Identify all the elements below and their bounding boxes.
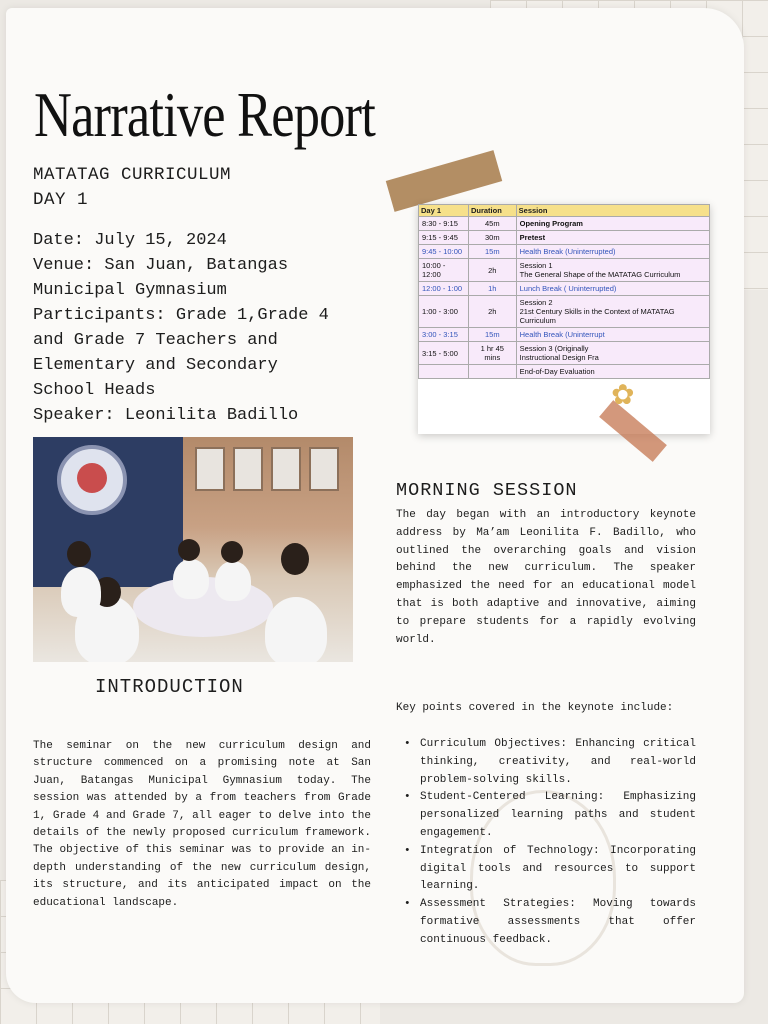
school-emblem-icon (57, 445, 127, 515)
photo-person (265, 597, 327, 662)
photo-window (195, 447, 225, 491)
introduction-heading: INTRODUCTION (95, 676, 244, 698)
schedule-session (516, 342, 709, 365)
schedule-row (419, 282, 710, 296)
schedule-session (516, 259, 709, 282)
schedule-header-duration: Duration (468, 205, 516, 217)
photo-person (215, 561, 251, 601)
schedule-row (419, 296, 710, 328)
schedule-duration: 1 hr 45 mins (468, 342, 516, 365)
schedule-session (516, 217, 709, 231)
key-points-intro: Key points covered in the keynote include: (396, 702, 674, 714)
schedule-duration: 30m (468, 231, 516, 245)
morning-session-heading: MORNING SESSION (396, 480, 578, 501)
schedule-duration: 15m (468, 328, 516, 342)
key-point: • Student-Centered Learning: Emphasizing personalized learning paths and student engagement. (396, 789, 696, 842)
schedule-session: End-of-Day Evaluation (516, 365, 709, 379)
participants-line: Participants: Grade 1,Grade 4 (33, 306, 329, 325)
session-detail: 21st Century Skills in the Context of MATATAG Curriculum (519, 307, 675, 325)
schedule-row (419, 245, 710, 259)
session-title: Session 2 (519, 298, 553, 307)
participants-line-3: Elementary and Secondary (33, 356, 278, 375)
venue-line: Venue: San Juan, Batangas (33, 256, 289, 275)
schedule-time: 3:15 - 5:00 (419, 342, 469, 365)
key-point: • Assessment Strategies: Moving towards formative assessments that offer continuous feedback. (396, 896, 696, 949)
key-points-list (396, 736, 696, 950)
photo-person (173, 559, 209, 599)
schedule-row (419, 259, 710, 282)
schedule-row (419, 231, 710, 245)
schedule-duration: 15m (468, 245, 516, 259)
photo-window (271, 447, 301, 491)
schedule-session (516, 296, 709, 328)
participants-line-2: and Grade 7 Teachers and (33, 331, 278, 350)
schedule-session: Health Break (Uninterrupt (516, 328, 709, 342)
photo-person-head (178, 539, 200, 561)
photo-window (309, 447, 339, 491)
schedule-time: 9:45 - 10:00 (419, 245, 469, 259)
session-title: Session 1 (519, 261, 553, 270)
schedule-header-day: Day 1 (419, 205, 469, 217)
dried-flower-icon: ✿ (612, 374, 634, 415)
speaker-line: Speaker: Leonilita Badillo (33, 406, 299, 425)
schedule-header-session: Session (516, 205, 709, 217)
schedule-time: 8:30 - 9:15 (419, 217, 469, 231)
session-title: Opening Program (519, 219, 583, 228)
session-detail: Instructional Design Fra (519, 353, 599, 362)
key-point: • Integration of Technology: Incorporating digital tools and resources to support learning. (396, 843, 696, 896)
schedule-time: 12:00 - 1:00 (419, 282, 469, 296)
photo-person (61, 567, 101, 617)
day-label: DAY 1 (33, 190, 89, 210)
schedule-duration: 1h (468, 282, 516, 296)
schedule-row (419, 217, 710, 231)
key-point: • Curriculum Objectives: Enhancing critical thinking, creativity, and real-world problem-solving skills. (396, 736, 696, 789)
schedule-duration: 45m (468, 217, 516, 231)
photo-person-head (281, 543, 309, 575)
event-details (33, 228, 383, 428)
curriculum-name: MATATAG CURRICULUM (33, 165, 232, 185)
venue-line-2: Municipal Gymnasium (33, 281, 227, 300)
schedule-table (418, 204, 710, 434)
schedule-duration: 2h (468, 259, 516, 282)
schedule-time: 10:00 - 12:00 (419, 259, 469, 282)
morning-session-body: The day began with an introductory keynote address by Ma’am Leonilita F. Badillo, who outlined the overarching goals and vision behind the new curriculum. The speaker emphasized the need for an educational model that is both adaptive and innovative, aiming to prepare students for a rapidly evolving world. (396, 509, 696, 646)
group-photo (33, 437, 353, 662)
schedule-session: Lunch Break ( Uninterrupted) (516, 282, 709, 296)
participants-line-4: School Heads (33, 381, 156, 400)
schedule-duration (468, 365, 516, 379)
schedule-time: 3:00 - 3:15 (419, 328, 469, 342)
session-detail: The General Shape of the MATATAG Curriculum (519, 270, 681, 279)
session-title: Pretest (519, 233, 546, 242)
schedule-row (419, 365, 710, 379)
photo-person-head (67, 541, 91, 567)
schedule-session (516, 231, 709, 245)
report-title: Narrative Report (34, 79, 375, 150)
schedule-row (419, 328, 710, 342)
photo-window (233, 447, 263, 491)
session-title: Session 3 (Originally (519, 344, 589, 353)
photo-person-head (221, 541, 243, 563)
introduction-body: The seminar on the new curriculum design and structure commenced on a promising note at San Juan, Batangas Municipal Gymnasium today. The session was attended by a from teachers from Grade 1, Grade 4 and Grade 7, all eager to delve into the details of the newly proposed curriculum framework. The objective of this seminar was to provide an in-depth understanding of the new curriculum design, its structure, and its anticipated impact on the educational landscape. (33, 740, 371, 909)
schedule-row (419, 342, 710, 365)
curriculum-header (33, 163, 231, 213)
schedule-time (419, 365, 469, 379)
schedule-duration: 2h (468, 296, 516, 328)
schedule-session: Health Break (Uninterrupted) (516, 245, 709, 259)
schedule-time: 9:15 - 9:45 (419, 231, 469, 245)
date-line: Date: July 15, 2024 (33, 231, 227, 250)
schedule-time: 1:00 - 3:00 (419, 296, 469, 328)
